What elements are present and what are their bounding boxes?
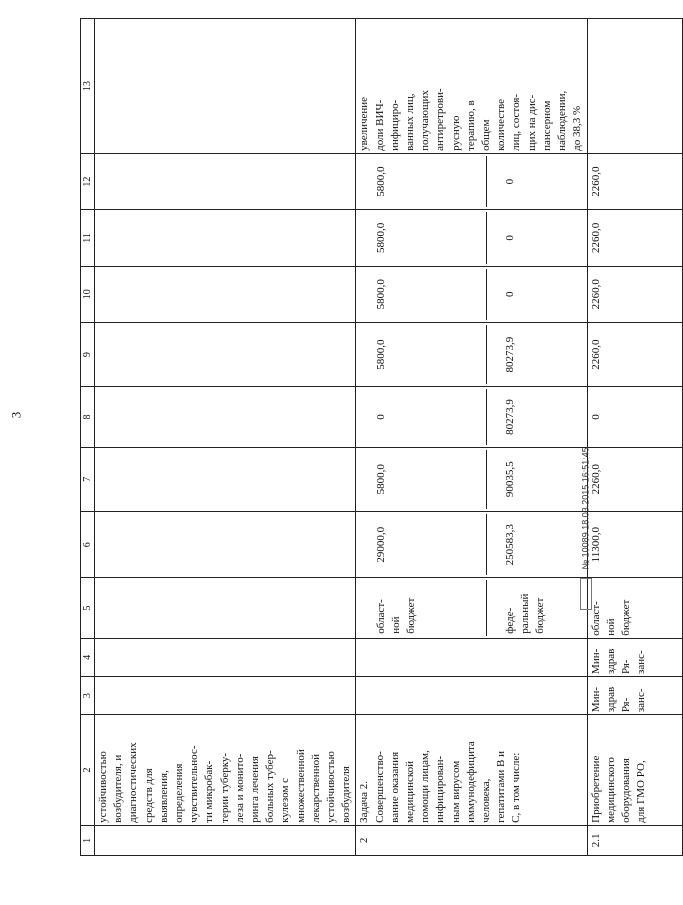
amount-federal: 80273,9 — [503, 336, 516, 373]
amount-cell — [356, 210, 587, 266]
table-row — [95, 19, 356, 856]
header-cell: 2 — [81, 715, 95, 826]
document-timestamp: 18.03.2015 16:51:45 — [580, 447, 591, 530]
amount-regional: 5800,0 — [373, 450, 487, 509]
header-cell: 1 — [81, 825, 95, 855]
funding-source-cell — [95, 578, 356, 638]
amount-federal: 0 — [503, 235, 516, 241]
funding-source-regional: област- ной бюджет — [373, 580, 487, 635]
header-cell: 9 — [81, 322, 95, 386]
row-number-cell: 2 — [356, 825, 587, 855]
amount-cell: 2260,0 — [587, 266, 682, 322]
amount-cell — [95, 447, 356, 511]
header-cell: 11 — [81, 210, 95, 266]
coexecutor-cell — [356, 638, 587, 676]
document-footer — [580, 390, 592, 610]
registration-stamp-icon — [580, 578, 592, 610]
header-cell: 6 — [81, 511, 95, 577]
header-cell: 7 — [81, 447, 95, 511]
row-number-cell — [95, 825, 356, 855]
amount-cell — [356, 266, 587, 322]
amount-regional: 5800,0 — [373, 269, 487, 320]
amount-regional: 29000,0 — [373, 514, 487, 575]
amount-cell — [95, 322, 356, 386]
document-number: № 10089 — [580, 532, 591, 570]
amount-cell — [356, 153, 587, 209]
amount-cell — [95, 210, 356, 266]
amount-cell: 2260,0 — [587, 322, 682, 386]
amount-cell: 2260,0 — [587, 447, 682, 511]
amount-federal: 250583,3 — [503, 524, 516, 566]
funding-source-cell — [356, 578, 587, 638]
amount-regional: 0 — [373, 389, 487, 444]
amount-cell — [356, 447, 587, 511]
page-number: 3 — [8, 411, 24, 419]
amount-cell: 2260,0 — [587, 153, 682, 209]
row-number-cell: 2.1 — [587, 825, 682, 855]
program-table — [80, 18, 683, 856]
amount-cell — [95, 511, 356, 577]
amount-federal: 90035,5 — [503, 461, 516, 498]
amount-regional: 5800,0 — [373, 325, 487, 384]
table-row — [356, 19, 587, 856]
task-description-cell: устойчивостью возбудителя, и диагностических средств для выявления, определения чувствительнос- ти микробак- терии туберку- леза и монито- ринга лечения больных тубер- кулезом с множественной лекарственной устойчивостью возбудителя — [95, 715, 356, 826]
executor-cell — [356, 676, 587, 714]
task-description-cell: Приобретение медицинского оборудования для ГМО РО, — [587, 715, 682, 826]
header-cell: 13 — [81, 19, 95, 154]
amount-federal: 80273,9 — [503, 399, 516, 435]
task-description-cell: Задача 2. Совершенство- вание оказания медицинской помощи лицам, инфицирован- ным вирусом иммунодефицита человека, гепатитами В и С, в том числе: — [356, 715, 587, 826]
amount-cell: 2260,0 — [587, 210, 682, 266]
header-cell: 4 — [81, 638, 95, 676]
result-indicator-cell: увеличение доли ВИЧ- инфициро- ванных лиц, получающих антиретрови- русную терапию, в общем количестве лиц, состоя- щих на дис- пансерном наблюдении, до 38,3 % — [356, 19, 587, 154]
amount-cell — [95, 266, 356, 322]
header-cell: 5 — [81, 578, 95, 638]
result-indicator-cell — [95, 19, 356, 154]
amount-cell — [95, 387, 356, 447]
header-cell: 8 — [81, 387, 95, 447]
header-cell: 3 — [81, 676, 95, 714]
funding-source-cell: област- ной бюджет — [587, 578, 682, 638]
header-row — [81, 19, 95, 856]
table-row — [587, 19, 682, 856]
amount-federal: 0 — [503, 291, 516, 297]
document-table-area — [80, 18, 648, 856]
amount-regional: 5800,0 — [373, 156, 487, 207]
result-indicator-cell — [587, 19, 682, 154]
executor-cell — [95, 676, 356, 714]
funding-source-federal: феде- ральный бюджет — [503, 593, 547, 634]
amount-cell — [356, 387, 587, 447]
header-cell: 10 — [81, 266, 95, 322]
amount-federal: 0 — [503, 178, 516, 185]
amount-cell: 0 — [587, 387, 682, 447]
header-cell: 12 — [81, 153, 95, 209]
amount-cell — [95, 153, 356, 209]
executor-cell: Мин- здрав Ря- занс- — [587, 676, 682, 714]
amount-regional: 5800,0 — [373, 212, 487, 263]
coexecutor-cell: Мин- здрав Ря- занс- — [587, 638, 682, 676]
amount-cell: 11300,0 — [587, 511, 682, 577]
amount-cell — [356, 511, 587, 577]
amount-cell — [356, 322, 587, 386]
coexecutor-cell — [95, 638, 356, 676]
